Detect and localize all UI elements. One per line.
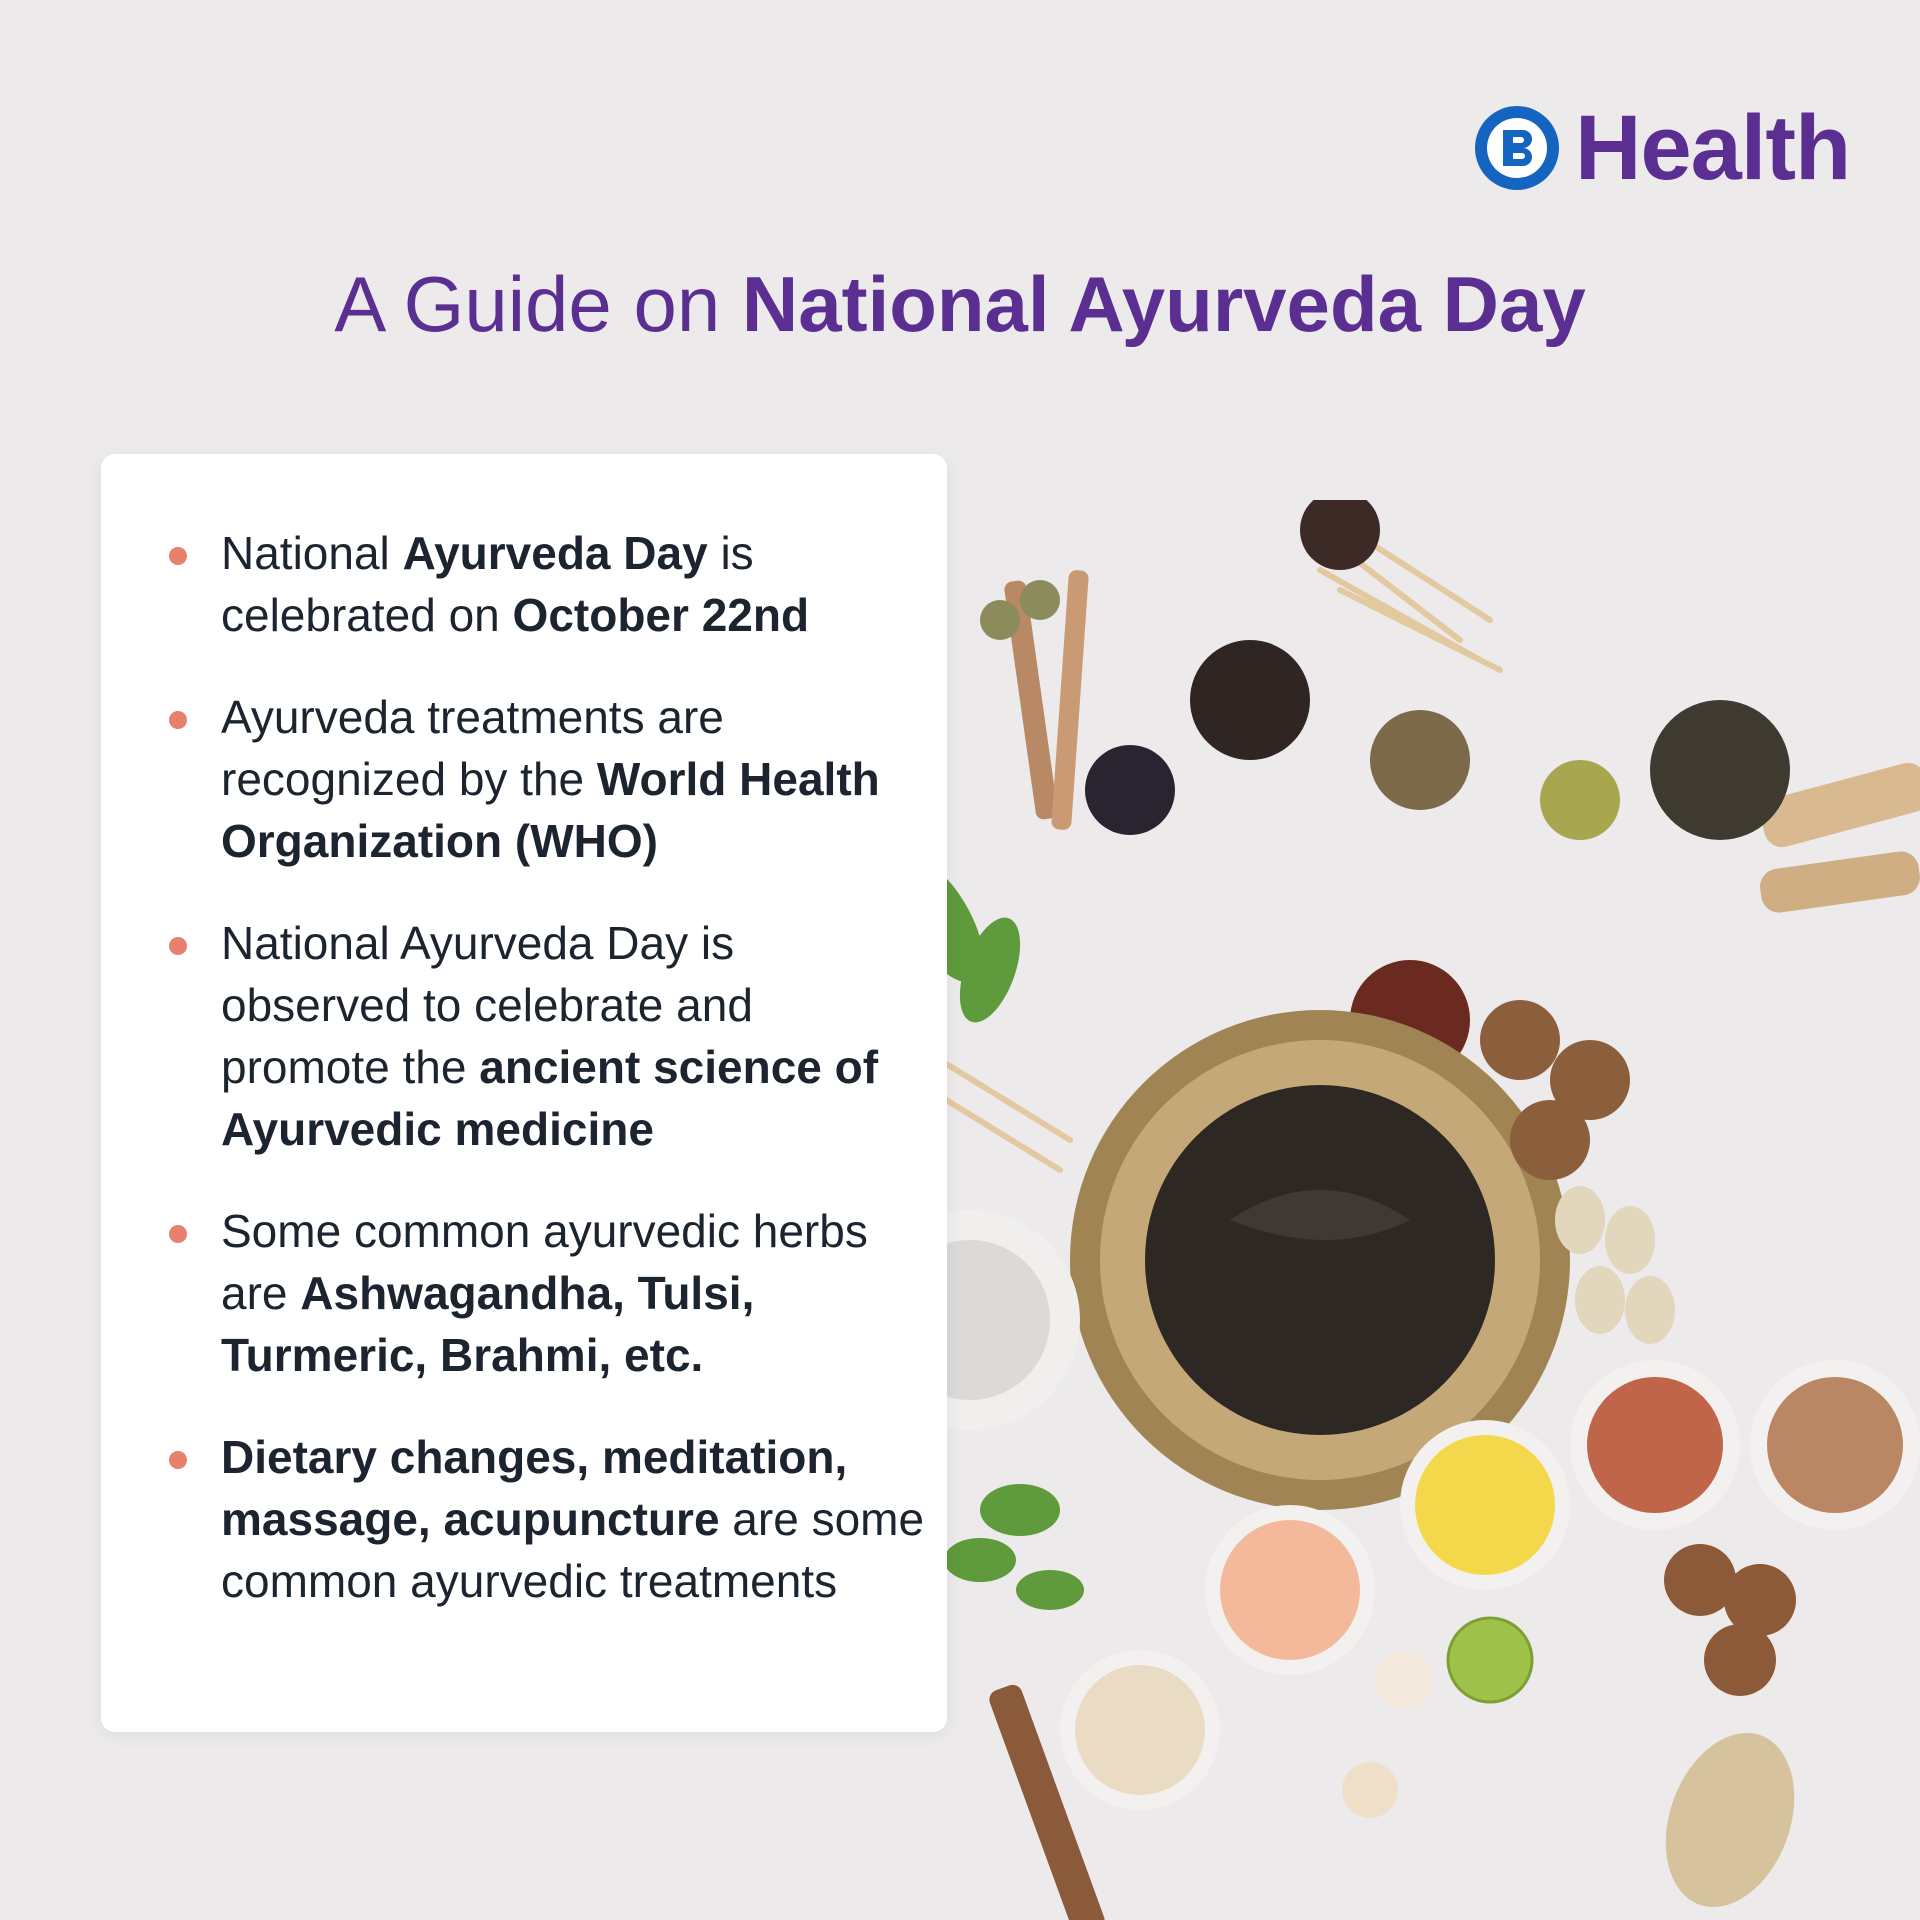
fact-highlight: Ashwagandha, Tulsi, Turmeric, Brahmi, etc. <box>221 1267 755 1381</box>
page-title <box>0 258 1920 352</box>
fact-highlight: Ayurveda Day <box>402 527 708 579</box>
bullet-dot-icon <box>169 937 187 955</box>
fact-highlight: ancient science of Ayurvedic medicine <box>221 1041 879 1155</box>
brand-mark-icon <box>1473 104 1561 192</box>
amla-fruit <box>1448 1618 1532 1702</box>
fact-item <box>221 1200 931 1386</box>
bullet-dot-icon <box>169 1451 187 1469</box>
bullet-dot-icon <box>169 711 187 729</box>
fact-text: Ayurveda treatments are recognized by the <box>221 691 724 805</box>
herb-seeds <box>980 500 1790 1080</box>
fact-text: is celebrated on <box>221 527 754 641</box>
fact-text: are some common ayurvedic treatments <box>221 1493 925 1607</box>
dried-fruits <box>1664 1544 1796 1696</box>
fact-item <box>221 1426 931 1612</box>
almonds <box>1555 1186 1675 1344</box>
brand-logo <box>1473 97 1851 199</box>
bullet-dot-icon <box>169 1225 187 1243</box>
brand-name: Health <box>1575 97 1851 199</box>
title-prefix: A Guide on <box>334 260 742 348</box>
title-emphasis: National Ayurveda Day <box>741 260 1586 348</box>
info-card <box>101 454 947 1732</box>
fact-text: Some common ayurvedic herbs are <box>221 1205 868 1319</box>
fact-highlight: October 22nd <box>512 589 810 641</box>
small-vials <box>1342 1650 1435 1818</box>
fact-highlight: World Health Organization (WHO) <box>221 753 880 867</box>
fact-text: National Ayurveda Day is observed to celebrate and promote the <box>221 917 753 1093</box>
fact-highlight: Dietary changes, meditation, massage, acupuncture <box>221 1431 848 1545</box>
ayurvedic-herbs-photo <box>900 500 1920 1920</box>
fact-item <box>221 686 931 872</box>
bullet-dot-icon <box>169 547 187 565</box>
ginger-root <box>1643 1715 1817 1920</box>
fact-text: National <box>221 527 403 579</box>
fact-item <box>221 522 931 646</box>
fact-item <box>221 912 931 1160</box>
